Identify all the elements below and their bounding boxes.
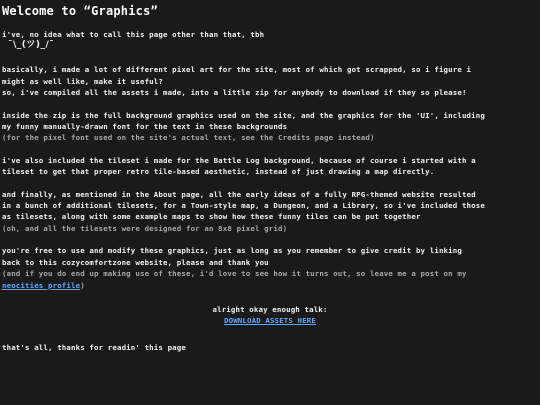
paragraph-line: might as well like, make it useful? (2, 76, 163, 86)
paragraph-line: basically, i made a lot of different pixel art for the site, most of which got scrapped, so i figure i (2, 65, 472, 75)
paragraph-line: in a bunch of additional tilesets, for a Town-style map, a Dungeon, and a Library, so i've included those (2, 201, 485, 211)
intro-text (2, 29, 538, 51)
outro-text: that's all, thanks for readin' this page (2, 342, 186, 352)
paragraph-line: my funny manually-drawn font for the text in these backgrounds (2, 122, 288, 132)
spacer (2, 291, 538, 304)
download-section (2, 304, 538, 327)
page-title: Welcome to “Graphics” (2, 4, 158, 18)
closing-paren: ) (80, 280, 85, 290)
paragraph-tileset (2, 155, 538, 178)
page-content (2, 4, 538, 353)
download-assets-link[interactable]: DOWNLOAD ASSETS HERE (224, 316, 316, 326)
paragraph-note: (oh, and all the tilesets were designed for an 8x8 pixel grid) (2, 223, 288, 233)
spacer (2, 327, 538, 342)
paragraph-line: as tilesets, along with some example maps to show how these funny tiles can be put together (2, 212, 421, 222)
paragraph-line: you're free to use and modify these graphics, just as long as you remember to give credit by linking (2, 246, 462, 256)
spacer (2, 144, 538, 155)
paragraph-line: and finally, as mentioned in the About page, all the early ideas of a fully RPG-themed website resulted (2, 189, 476, 199)
paragraph-zip-contents (2, 110, 538, 144)
paragraph-additional-tilesets (2, 189, 538, 235)
intro-line: i've, no idea what to call this page other than that, tbh (2, 30, 265, 39)
paragraph-line: i've also included the tileset i made for the Battle Log background, because of course i started with a (2, 155, 476, 165)
paragraph-note-end (2, 280, 538, 291)
paragraph-line: so, i've compiled all the assets i made, into a little zip for anybody to download if they so please! (2, 88, 467, 98)
paragraph-line: back to this cozycomfortzone website, please and thank you (2, 257, 269, 267)
neocities-profile-link[interactable]: neocities profile (2, 280, 81, 290)
spacer (2, 99, 538, 110)
spacer (2, 51, 538, 64)
spacer (2, 178, 538, 189)
paragraph-line: inside the zip is the full background graphics used on the site, and the graphics for the 'UI', including (2, 110, 485, 120)
download-lead-text: alright okay enough talk: (212, 304, 328, 314)
spacer (2, 234, 538, 245)
paragraph-note: (and if you do end up making use of these, i'd love to see how it turns out, so leave me a post on my (2, 269, 467, 279)
paragraph-line: tileset to get that proper retro tile-based aesthetic, instead of just drawing a map directly. (2, 167, 435, 177)
spacer (2, 18, 538, 29)
paragraph-usage-terms (2, 245, 538, 291)
paragraph-note: (for the pixel font used on the site's actual text, see the Credits page instead) (2, 133, 375, 143)
shrug-emoticon: ¯\_(ツ)_/¯ (8, 40, 55, 51)
paragraph-compiled-assets (2, 64, 538, 98)
